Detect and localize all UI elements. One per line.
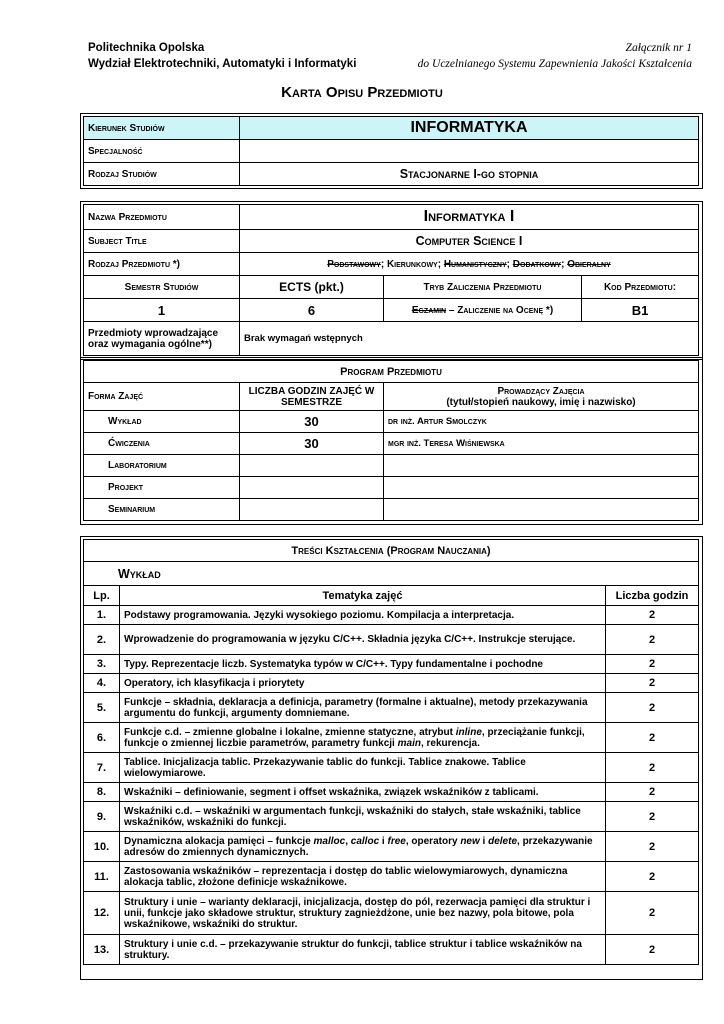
lp-cell: 10. (84, 832, 120, 862)
lecturer-header (384, 383, 699, 411)
lp-cell: 13. (84, 935, 120, 965)
topic-cell: Wskaźniki c.d. – wskaźniki w argumentach funkcji, wskaźniki do stałych, stałe wskaźniki, tablice wskaźników, wskaźniki do funkcji. (120, 802, 606, 832)
topic-cell: Dynamiczna alokacja pamięci – funkcje malloc, calloc i free, operatory new i delete, przekazywanie adresów do zmiennych dynamicznych. (120, 832, 606, 862)
lp-cell: 6. (84, 723, 120, 753)
header-left (88, 40, 356, 72)
lecturer-sub: (tytuł/stopień naukowy, imię i nazwisko) (446, 396, 636, 408)
table-row (84, 606, 699, 625)
option-kierunkowy: Kierunkowy (386, 258, 438, 270)
lp-cell: 11. (84, 862, 120, 892)
program-row (84, 433, 699, 455)
rodzaj-studiow-value: Stacjonarne I-go stopnia (240, 163, 699, 186)
topic-cell: Struktury i unie c.d. – przekazywanie struktur do funkcji, tablice struktur i tablice wskaźników na struktury. (120, 935, 606, 965)
specjalnosc-label: Specjalność (84, 140, 240, 163)
lp-cell: 8. (84, 783, 120, 802)
tryb-zaliczenie: – Zaliczenie na Ocenę *) (446, 304, 554, 316)
table-row (84, 655, 699, 674)
topic-cell: Struktury i unie – warianty deklaracji, inicjalizacja, dostęp do pól, rezerwacja pamięci dla struktur i unii, funkcje jako składowe struktur, struktury zagnieżdżone, unie bez nazwy, pola bitowe, pola wskaźnikowe, wskaźniki do struktur. (120, 892, 606, 935)
topic-cell: Tablice. Inicjalizacja tablic. Przekazywanie tablic do funkcji. Tablice znakowe. Tablice wielowymiarowe. (120, 753, 606, 783)
hours-cell (240, 499, 384, 521)
rodzaj-studiow-label: Rodzaj Studiów (84, 163, 240, 186)
topic-cell: Typy. Reprezentacje liczb. Systematyka typów w C/C++. Typy fundamentalne i pochodne (120, 655, 606, 674)
document-title: Karta Opisu Przedmiotu (281, 84, 443, 101)
table-row (84, 693, 699, 723)
prereq-label: Przedmioty wprowadzające oraz wymagania ogólne**) (84, 322, 240, 356)
option-podstawowy: Podstawowy (327, 258, 381, 270)
col-topic: Tematyka zajęć (120, 586, 606, 606)
topic-cell: Funkcje c.d. – zmienne globalne i lokalne, zmienne statyczne, atrybut inline, przeciążanie funkcji, funkcje o zmiennej liczbie parametrów, parametry funkcji main, rekurencja. (120, 723, 606, 753)
program-row (84, 477, 699, 499)
hours-cell: 2 (606, 753, 699, 783)
subject-table (83, 204, 699, 356)
option-humanistyczny: Humanistyczny (443, 258, 507, 270)
lp-cell: 9. (84, 802, 120, 832)
teacher-cell: dr inż. Artur Smolczyk (384, 411, 699, 433)
faculty-name: Wydział Elektrotechniki, Automatyki i Informatyki (88, 58, 357, 70)
rodzaj-przedmiotu-options: Podstawowy; Kierunkowy; Humanistyczny; Dodatkowy; Obieralny (240, 253, 699, 276)
hours-cell: 2 (606, 723, 699, 753)
forma-cell: Laboratorium (84, 455, 240, 477)
program-row (84, 411, 699, 433)
hours-label: LICZBA GODZIN ZAJĘĆ W SEMESTRZE (240, 383, 384, 411)
topic-cell: Zastosowania wskaźników – reprezentacja i dostęp do tablic wielowymiarowych, dynamiczna alokacja tablic, złożone definicje wskaźnikowe. (120, 862, 606, 892)
annex-label: Załącznik nr 1 (625, 42, 692, 54)
content-title: Treści Kształcenia (Program Nauczania) (84, 540, 699, 562)
topic-cell: Operatory, ich klasyfikacja i priorytety (120, 674, 606, 693)
forma-cell: Seminarium (84, 499, 240, 521)
lp-cell: 7. (84, 753, 120, 783)
option-dodatkowy: Dodatkowy (512, 258, 562, 270)
program-table (83, 360, 699, 521)
lp-cell: 2. (84, 625, 120, 655)
tryb-value (384, 299, 582, 322)
nazwa-label: Nazwa Przedmiotu (84, 205, 240, 230)
kod-label: Kod Przedmiotu: (582, 276, 699, 299)
lp-cell: 3. (84, 655, 120, 674)
semestr-label: Semestr Studiów (84, 276, 240, 299)
table-row (84, 783, 699, 802)
lp-cell: 5. (84, 693, 120, 723)
table-row (84, 753, 699, 783)
content-section: Wykład (84, 562, 699, 586)
hours-cell: 2 (606, 935, 699, 965)
topic-cell: Funkcje – składnia, deklaracja a definicja, parametry (formalne i aktualne), metody przekazywania argumentu do funkcji, argumenty domniemane. (120, 693, 606, 723)
lp-cell: 12. (84, 892, 120, 935)
option-obieralny: Obieralny (567, 258, 611, 270)
ects-label: ECTS (pkt.) (240, 276, 384, 299)
kierunek-value: INFORMATYKA (240, 117, 699, 140)
nazwa-value: Informatyka I (240, 205, 699, 230)
subject-title-label: Subject Title (84, 230, 240, 253)
header-right (418, 40, 692, 72)
specjalnosc-value (240, 140, 699, 163)
semestr-value: 1 (84, 299, 240, 322)
table-row (84, 802, 699, 832)
tryb-label: Tryb Zaliczenia Przedmiotu (384, 276, 582, 299)
topic-cell: Wskaźniki – definiowanie, segment i offset wskaźnika, związek wskaźników z tablicami. (120, 783, 606, 802)
lecturer-label: Prowadzący Zajęcia (497, 385, 585, 397)
hours-cell: 30 (240, 411, 384, 433)
forma-label: Forma Zajęć (84, 383, 240, 411)
program-row (84, 499, 699, 521)
topic-cell: Wprowadzenie do programowania w języku C/C++. Składnia języka C/C++. Instrukcje sterujące. (120, 625, 606, 655)
table-row (84, 625, 699, 655)
table-row (84, 832, 699, 862)
topic-cell: Podstawy programowania. Języki wysokiego poziomu. Kompilacja a interpretacja. (120, 606, 606, 625)
table-row (84, 674, 699, 693)
forma-cell: Projekt (84, 477, 240, 499)
program-title: Program Przedmiotu (84, 361, 699, 383)
kod-value: B1 (582, 299, 699, 322)
tryb-egzamin: Egzamin (411, 304, 447, 316)
annex-subtitle: do Uczelnianego Systemu Zapewnienia Jakości Kształcenia (417, 58, 692, 70)
forma-cell: Wykład (84, 411, 240, 433)
col-lp: Lp. (84, 586, 120, 606)
forma-cell: Ćwiczenia (84, 433, 240, 455)
hours-cell: 2 (606, 802, 699, 832)
university-name: Politechnika Opolska (88, 42, 205, 54)
rodzaj-przedmiotu-label: Rodzaj Przedmiotu *) (84, 253, 240, 276)
teacher-cell (384, 499, 699, 521)
hours-cell (240, 455, 384, 477)
hours-cell: 2 (606, 832, 699, 862)
kierunek-label: Kierunek Studiów (84, 117, 240, 140)
hours-cell: 2 (606, 606, 699, 625)
table-row (84, 723, 699, 753)
program-row (84, 455, 699, 477)
content-table (83, 539, 699, 965)
table-row (84, 935, 699, 965)
hours-cell: 2 (606, 892, 699, 935)
hours-cell: 2 (606, 862, 699, 892)
hours-cell: 2 (606, 674, 699, 693)
teacher-cell: mgr inż. Teresa Wiśniewska (384, 433, 699, 455)
table-row (84, 892, 699, 935)
hours-cell: 2 (606, 655, 699, 674)
teacher-cell (384, 477, 699, 499)
hours-cell: 2 (606, 625, 699, 655)
subject-title-value: Computer Science I (240, 230, 699, 253)
col-hours: Liczba godzin (606, 586, 699, 606)
teacher-cell (384, 455, 699, 477)
hours-cell: 2 (606, 693, 699, 723)
hours-cell: 2 (606, 783, 699, 802)
table-row (84, 862, 699, 892)
hours-cell (240, 477, 384, 499)
hours-cell: 30 (240, 433, 384, 455)
lp-cell: 4. (84, 674, 120, 693)
lp-cell: 1. (84, 606, 120, 625)
ects-value: 6 (240, 299, 384, 322)
prereq-value: Brak wymagań wstępnych (240, 322, 699, 356)
study-table (83, 116, 699, 186)
